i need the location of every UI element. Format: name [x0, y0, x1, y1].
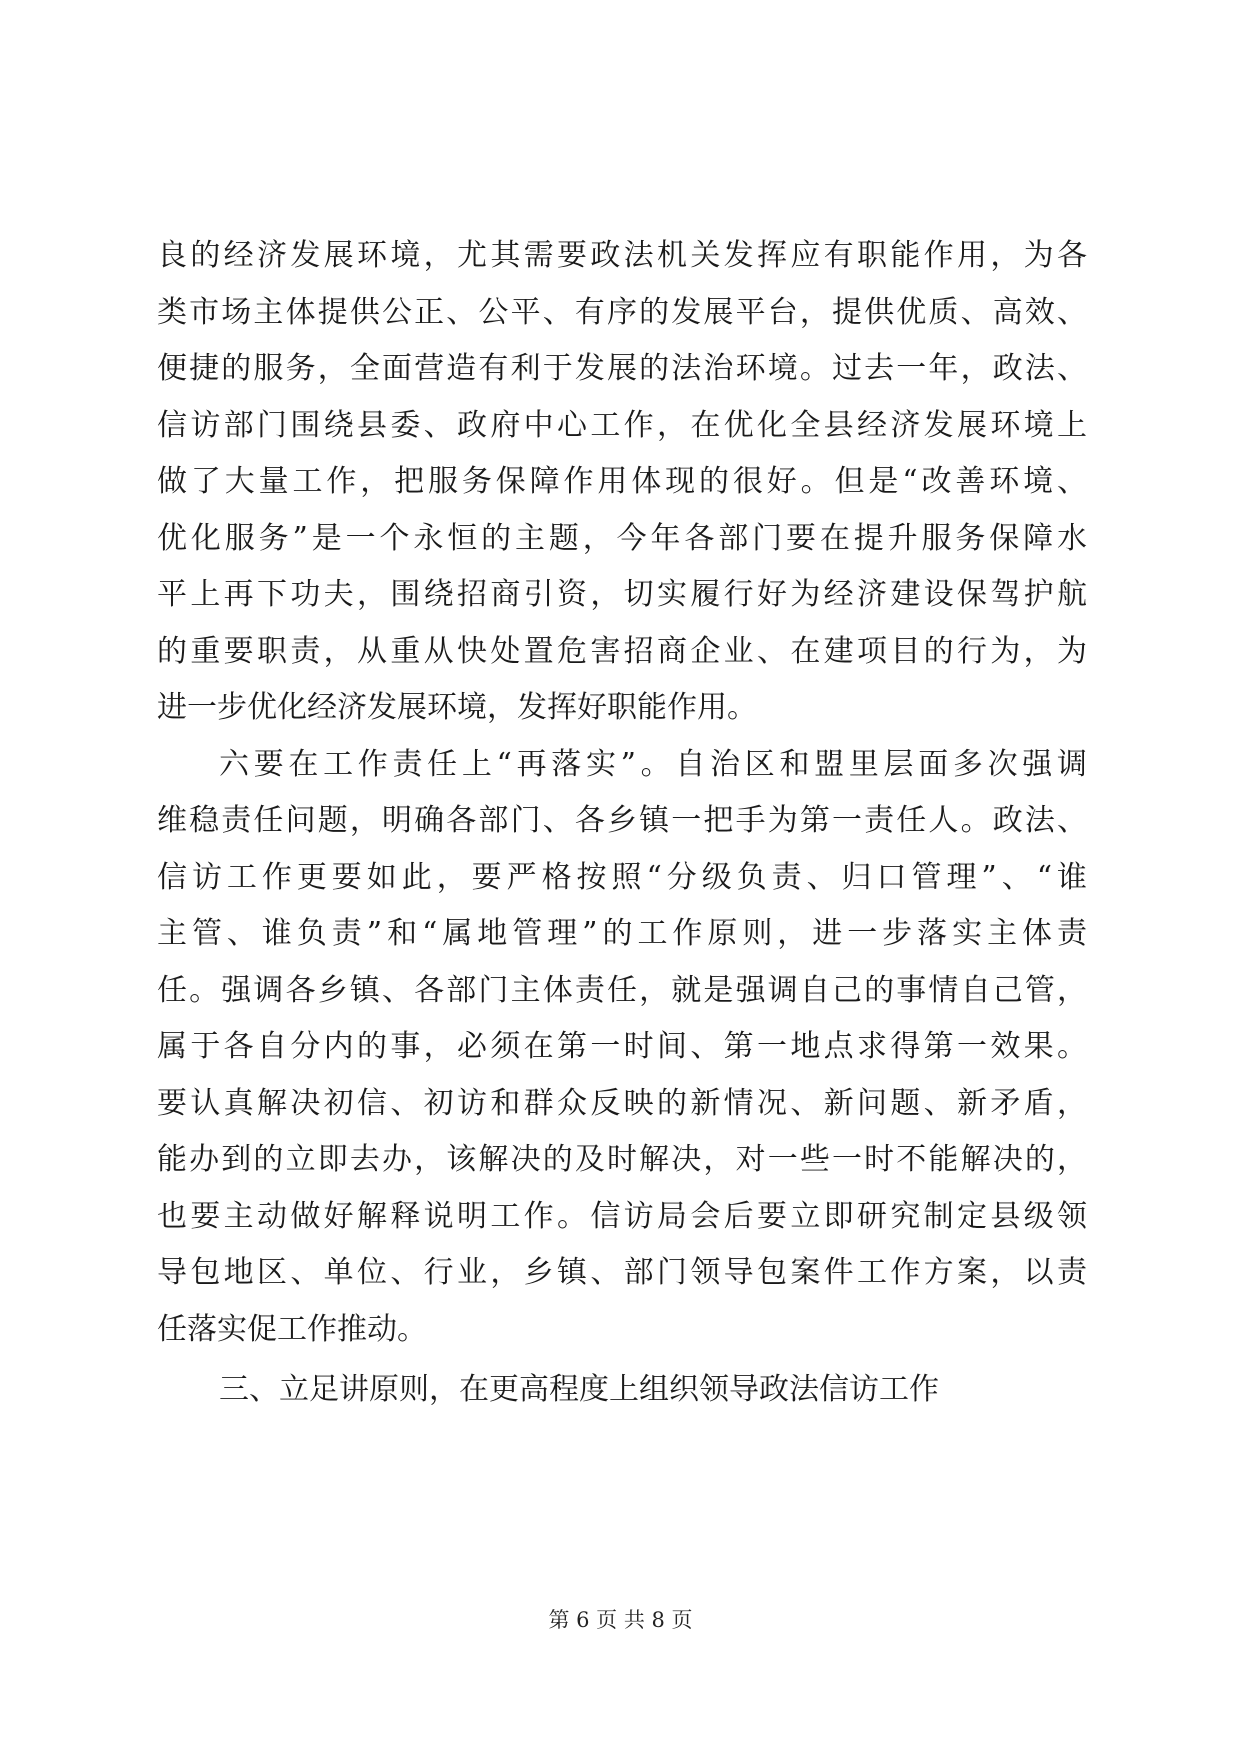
text-line: 任落实促工作推动。: [157, 1311, 427, 1347]
text-line: 的重要职责，从重从快处置危害招商企业、在建项目的行为，为: [157, 633, 1087, 669]
text-line: 信访工作更要如此，要严格按照“分级负责、归口管理”、“谁: [157, 859, 1087, 895]
text-line: 良的经济发展环境，尤其需要政法机关发挥应有职能作用，为各: [157, 238, 1087, 273]
section-heading: 三、立足讲原则，在更高程度上组织领导政法信访工作: [219, 1372, 939, 1407]
document-body: [157, 228, 1087, 1419]
text-line: 进一步优化经济发展环境，发挥好职能作用。: [157, 690, 757, 725]
paragraph-1: [157, 228, 1087, 737]
text-line: 信访部门围绕县委、政府中心工作，在优化全县经济发展环境上: [157, 407, 1087, 443]
text-line: 属于各自分内的事，必须在第一时间、第一地点求得第一效果。: [157, 1029, 1087, 1064]
text-line: 要认真解决初信、初访和群众反映的新情况、新问题、新矛盾，: [157, 1085, 1087, 1121]
text-line: 能办到的立即去办，该解决的及时解决，对一些一时不能解决的，: [157, 1142, 1087, 1177]
text-line: 任。强调各乡镇、各部门主体责任，就是强调自己的事情自己管，: [157, 972, 1087, 1008]
text-line: 优化服务”是一个永恒的主题，今年各部门要在提升服务保障水: [157, 520, 1087, 556]
text-line: 主管、谁负责”和“属地管理”的工作原则，进一步落实主体责: [157, 916, 1087, 951]
text-line: 也要主动做好解释说明工作。信访局会后要立即研究制定县级领: [157, 1198, 1087, 1234]
text-line: 便捷的服务，全面营造有利于发展的法治环境。过去一年，政法、: [157, 351, 1087, 386]
text-line: 平上再下功夫，围绕招商引资，切实履行好为经济建设保驾护航: [157, 577, 1087, 612]
text-line: 六要在工作责任上“再落实”。自治区和盟里层面多次强调: [219, 746, 1087, 782]
text-line: 导包地区、单位、行业，乡镇、部门领导包案件工作方案，以责: [157, 1255, 1087, 1290]
text-line: 类市场主体提供公正、公平、有序的发展平台，提供优质、高效、: [157, 294, 1087, 330]
text-line: 做了大量工作，把服务保障作用体现的很好。但是“改善环境、: [157, 464, 1087, 499]
paragraph-2: [157, 737, 1087, 1359]
page-number: 第 6 页 共 8 页: [548, 1608, 693, 1632]
text-line: 维稳责任问题，明确各部门、各乡镇一把手为第一责任人。政法、: [157, 803, 1087, 838]
